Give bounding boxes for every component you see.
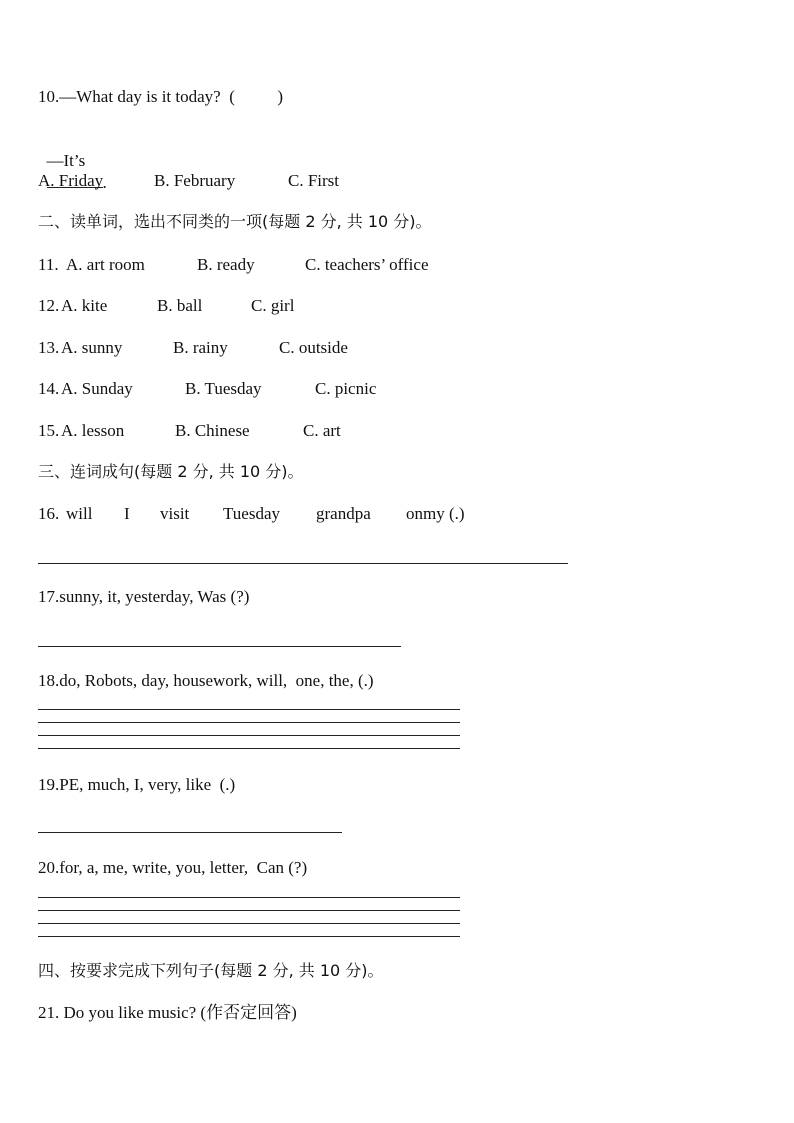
q12-option-c: C. girl (251, 296, 295, 315)
q18-answer-line-3[interactable] (38, 735, 460, 736)
q12-option-b: B. ball (157, 296, 203, 315)
section-3-heading: 三、连词成句(每题 2 分, 共 10 分)。 (38, 462, 304, 481)
question-18: 18.do, Robots, day, housework, will, one, the, (.) (38, 671, 374, 690)
q18-answer-line-1[interactable] (38, 709, 460, 710)
question-20: 20.for, a, me, write, you, letter, Can (?) (38, 858, 308, 877)
section-4-heading: 四、按要求完成下列句子(每题 2 分, 共 10 分)。 (38, 961, 384, 980)
question-21: 21. Do you like music? (作否定回答) (38, 1003, 297, 1022)
q16-word-6: onmy (.) (406, 504, 465, 523)
q15-option-c: C. art (303, 421, 341, 440)
q12-option-a: A. kite (61, 296, 108, 315)
reply-suffix: . (102, 173, 107, 192)
q20-answer-line-2[interactable] (38, 910, 460, 911)
q15-option-b: B. Chinese (175, 421, 250, 440)
q19-answer-line[interactable] (38, 832, 342, 833)
q15-option-a: A. lesson (61, 421, 125, 440)
q16-word-1: will (66, 504, 93, 523)
q14-option-a: A. Sunday (61, 379, 133, 398)
q16-word-4: Tuesday (223, 504, 280, 523)
q13-number: 13. (38, 338, 60, 357)
section-2-heading: 二、读单词，选出不同类的一项(每题 2 分, 共 10 分)。 (38, 212, 432, 231)
q18-answer-line-4[interactable] (38, 748, 460, 749)
q16-answer-line[interactable] (38, 563, 568, 564)
q13-option-c: C. outside (279, 338, 348, 357)
q17-answer-line[interactable] (38, 646, 401, 647)
q11-option-c: C. teachers’ office (305, 255, 429, 274)
q16-word-2: I (124, 504, 130, 523)
q20-answer-line-1[interactable] (38, 897, 460, 898)
question-10-stem: 10.—What day is it today? ( ) (38, 87, 284, 106)
q10-option-c: C. First (288, 171, 340, 190)
q18-answer-line-2[interactable] (38, 722, 460, 723)
q11-number: 11. (38, 255, 59, 274)
q14-option-b: B. Tuesday (185, 379, 262, 398)
reply-prefix: —It’s (46, 151, 86, 170)
q12-number: 12. (38, 296, 60, 315)
q13-option-b: B. rainy (173, 338, 228, 357)
q11-option-b: B. ready (197, 255, 255, 274)
q16-word-5: grandpa (316, 504, 371, 523)
q16-word-3: visit (160, 504, 190, 523)
q20-answer-line-4[interactable] (38, 936, 460, 937)
q13-option-a: A. sunny (61, 338, 123, 357)
q14-number: 14. (38, 379, 60, 398)
q10-option-b: B. February (154, 171, 236, 190)
q20-answer-line-3[interactable] (38, 923, 460, 924)
q10-option-a: A. Friday (38, 171, 104, 190)
q15-number: 15. (38, 421, 60, 440)
question-17: 17.sunny, it, yesterday, Was (?) (38, 587, 250, 606)
q11-option-a: A. art room (66, 255, 145, 274)
question-19: 19.PE, much, I, very, like (.) (38, 775, 236, 794)
q14-option-c: C. picnic (315, 379, 377, 398)
q16-number: 16. (38, 504, 60, 523)
